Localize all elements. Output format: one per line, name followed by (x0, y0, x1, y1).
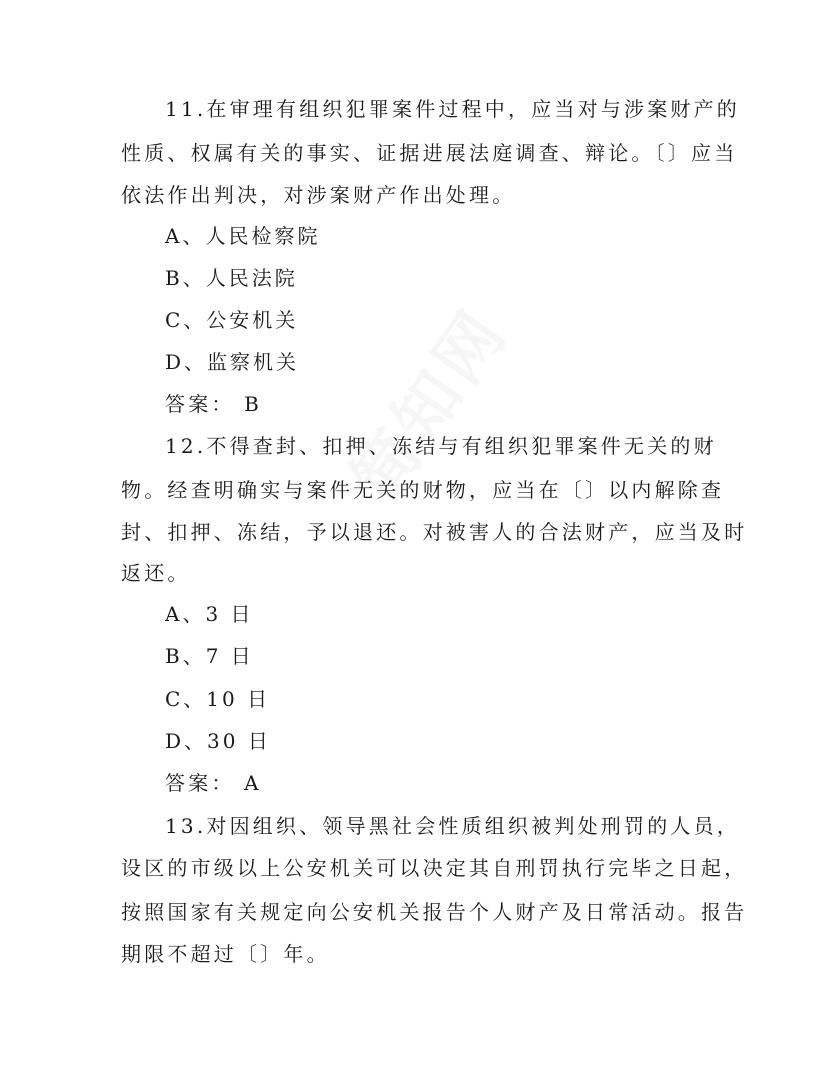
question-12-line-2: 物。经查明确实与案件无关的财物，应当在〔〕以内解除查 (121, 478, 725, 502)
question-11-option-c: C、公安机关 (165, 308, 299, 332)
question-13-line-2: 设区的市级以上公安机关可以决定其自刑罚执行完毕之日起， (121, 856, 748, 880)
question-12-line-4: 返还。 (121, 561, 191, 585)
question-12-line-3: 封、扣押、冻结，予以退还。对被害人的合法财产，应当及时 (121, 520, 748, 544)
question-12-line-1: 12.不得查封、扣押、冻结与有组织犯罪案件无关的财 (165, 434, 717, 458)
question-12-option-c: C、10 日 (165, 687, 271, 711)
question-11-answer: 答案： B (165, 392, 263, 416)
question-12-option-b: B、7 日 (165, 644, 254, 668)
question-13-line-3: 按照国家有关规定向公安机关报告个人财产及日常活动。报告 (121, 900, 748, 924)
question-12-option-d: D、30 日 (165, 729, 271, 753)
question-11-line-1: 11.在审理有组织犯罪案件过程中，应当对与涉案财产的 (165, 97, 741, 121)
question-11-option-b: B、人民法院 (165, 266, 298, 290)
question-13-line-4: 期限不超过〔〕年。 (121, 942, 330, 966)
question-12-option-a: A、3 日 (165, 602, 254, 626)
question-11-line-3: 依法作出判决，对涉案财产作出处理。 (121, 183, 516, 207)
question-12-answer: 答案： A (165, 771, 262, 795)
question-11-option-d: D、监察机关 (165, 350, 300, 374)
question-11-option-a: A、人民检察院 (165, 224, 321, 248)
question-13-line-1: 13.对因组织、领导黑社会性质组织被判处刑罚的人员， (165, 814, 741, 838)
question-11-line-2: 性质、权属有关的事实、证据进展法庭调查、辩论。〔〕应当 (121, 141, 738, 165)
